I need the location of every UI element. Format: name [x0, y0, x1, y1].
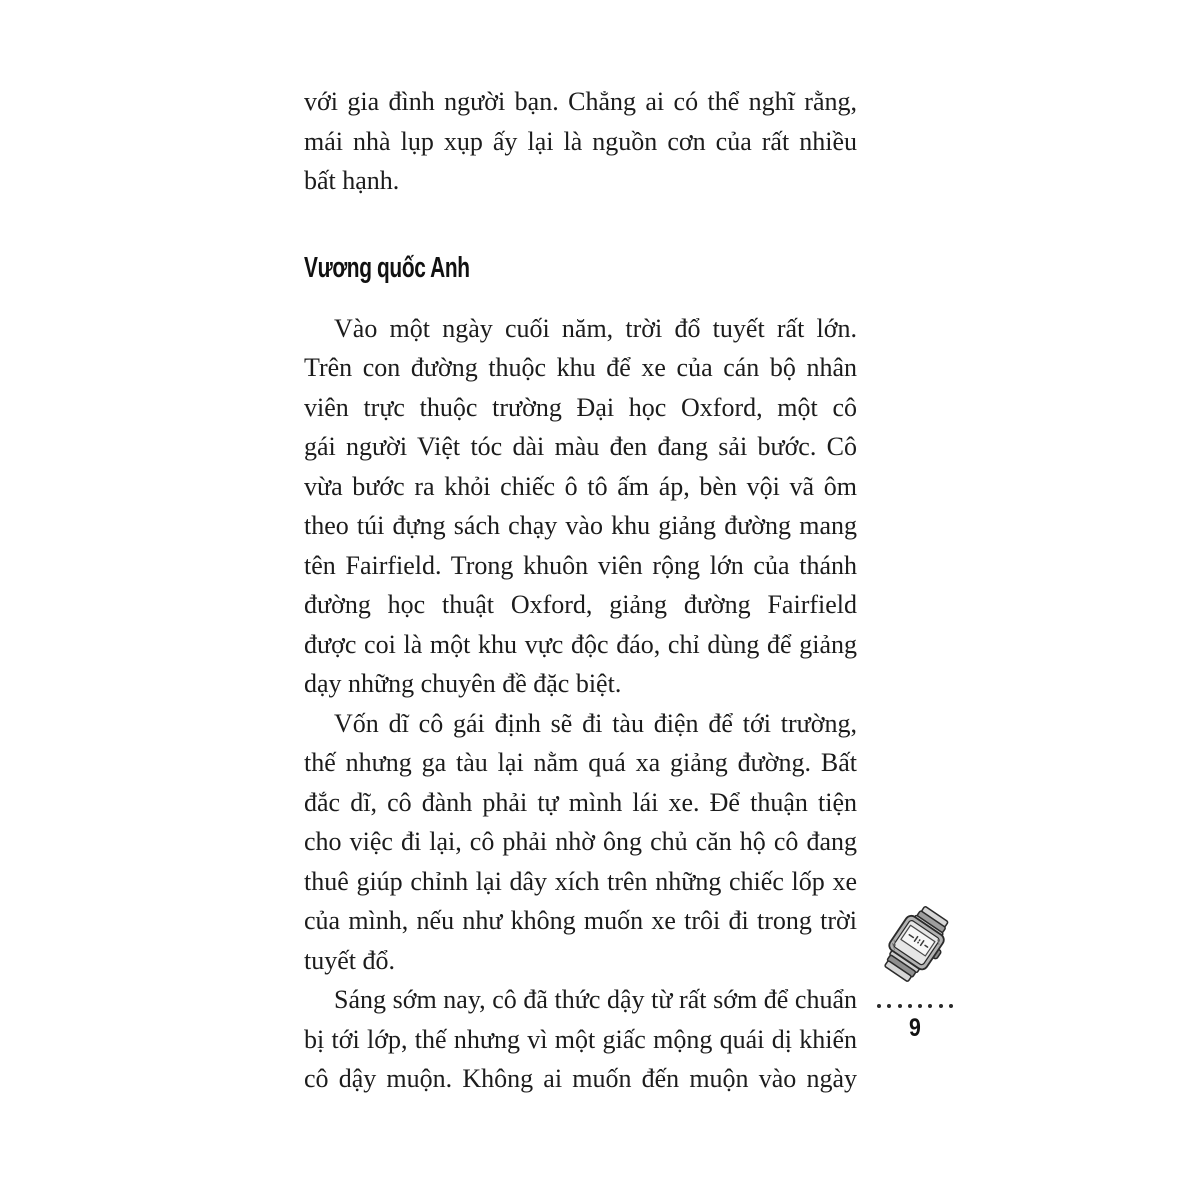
page-number: 9: [909, 1014, 921, 1042]
text-line: theo túi đựng sách chạy vào khu giảng đường mang: [304, 511, 857, 540]
text-line: được coi là một khu vực độc đáo, chỉ dùng để giảng: [304, 629, 857, 659]
text-line: mái nhà lụp xụp ấy lại là nguồn cơn của rất nhiều: [304, 126, 857, 156]
text-line: bị tới lớp, thế nhưng vì một giấc mộng quái dị khiến: [304, 1024, 857, 1054]
text-line: tuyết đổ.: [304, 945, 395, 975]
text-line: viên trực thuộc trường Đại học Oxford, một cô: [304, 392, 857, 422]
paragraph: [304, 980, 857, 1099]
text-line: thuê giúp chỉnh lại dây xích trên những chiếc lốp xe: [304, 866, 857, 896]
dot: [949, 1004, 953, 1008]
text-line: Vốn dĩ cô gái định sẽ đi tàu điện để tới trường,: [334, 708, 857, 738]
section-heading: Vương quốc Anh: [304, 251, 470, 284]
text-line: cô dậy muộn. Không ai muốn đến muộn vào ngày: [304, 1064, 857, 1093]
dot: [918, 1004, 922, 1008]
text-line: đường học thuật Oxford, giảng đường Fairfield: [304, 590, 857, 619]
watch-icon: [869, 900, 961, 992]
text-line: đắc dĩ, cô đành phải tự mình lái xe. Để thuận tiện: [304, 787, 857, 817]
text-line: Trên con đường thuộc khu để xe của cán bộ nhân: [304, 353, 857, 382]
dots-separator: [877, 1004, 953, 1008]
text-line: Vào một ngày cuối năm, trời đổ tuyết rất lớn.: [334, 313, 857, 343]
text-line: bất hạnh.: [304, 166, 400, 195]
dot: [908, 1004, 912, 1008]
paragraph: [304, 704, 857, 981]
text-line: Sáng sớm nay, cô đã thức dậy từ rất sớm để chuẩn: [334, 985, 857, 1014]
text-line: của mình, nếu như không muốn xe trôi đi trong trời: [304, 906, 857, 935]
dot: [887, 1004, 891, 1008]
text-line: cho việc đi lại, cô phải nhờ ông chủ căn hộ cô đang: [304, 827, 857, 856]
margin-decoration: [869, 900, 961, 1043]
paragraph: [304, 309, 857, 704]
text-block: [304, 82, 857, 1099]
text-line: vừa bước ra khỏi chiếc ô tô ấm áp, bèn vội vã ôm: [304, 471, 857, 501]
text-line: tên Fairfield. Trong khuôn viên rộng lớn của thánh: [304, 550, 857, 580]
text-line: gái người Việt tóc dài màu đen đang sải bước. Cô: [304, 432, 857, 461]
paragraph: [304, 82, 857, 201]
watch-illustration: [869, 900, 961, 992]
text-line: thế nhưng ga tàu lại nằm quá xa giảng đường. Bất: [304, 748, 857, 777]
dot: [898, 1004, 902, 1008]
dot: [928, 1004, 932, 1008]
text-line: dạy những chuyên đề đặc biệt.: [304, 669, 622, 698]
dot: [877, 1004, 881, 1008]
text-line: với gia đình người bạn. Chẳng ai có thể nghĩ rằng,: [304, 87, 857, 116]
dot: [939, 1004, 943, 1008]
